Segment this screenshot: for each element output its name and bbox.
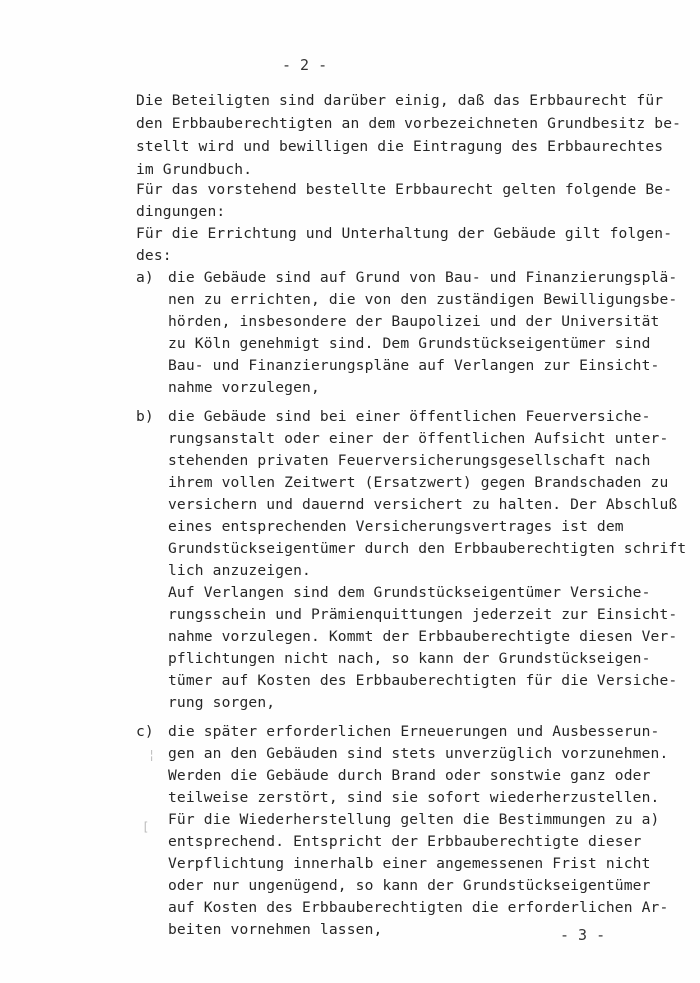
text-line: zu Köln genehmigt sind. Dem Grundstückseigentümer sind bbox=[168, 335, 651, 352]
list-marker: b) bbox=[136, 408, 154, 425]
text-line: rungsanstalt oder einer der öffentlichen Aufsicht unter- bbox=[168, 430, 669, 447]
text-line: Für die Errichtung und Unterhaltung der Gebäude gilt folgen- bbox=[136, 225, 673, 242]
list-marker: c) bbox=[136, 723, 154, 740]
text-line: die später erforderlichen Erneuerungen und Ausbesserun- bbox=[168, 723, 660, 740]
text-line: oder nur ungenügend, so kann der Grundstückseigentümer bbox=[168, 877, 651, 894]
text-line: die Gebäude sind bei einer öffentlichen Feuerversiche- bbox=[168, 408, 651, 425]
text-line: versichern und dauernd versichert zu halten. Der Abschluß bbox=[168, 496, 678, 513]
text-line: hörden, insbesondere der Baupolizei und der Universität bbox=[168, 313, 660, 330]
text-line: eines entsprechenden Versicherungsvertrages ist dem bbox=[168, 518, 624, 535]
text-line: Die Beteiligten sind darüber einig, daß das Erbbaurecht für bbox=[136, 92, 664, 109]
list-marker: a) bbox=[136, 269, 154, 286]
text-line: im Grundbuch. bbox=[136, 161, 253, 178]
text-line: dingungen: bbox=[136, 203, 226, 220]
text-line: nen zu errichten, die von den zuständigen Bewilligungsbe- bbox=[168, 291, 678, 308]
text-line: nahme vorzulegen, bbox=[168, 379, 320, 396]
text-line: Für das vorstehend bestellte Erbbaurecht gelten folgende Be- bbox=[136, 181, 673, 198]
text-line: nahme vorzulegen. Kommt der Erbbauberechtigte diesen Ver- bbox=[168, 628, 678, 645]
page-number: - 2 - bbox=[282, 56, 328, 74]
text-line: rung sorgen, bbox=[168, 694, 276, 711]
text-line: tümer auf Kosten des Erbbauberechtigten für die Versiche- bbox=[168, 672, 678, 689]
text-line: stehenden privaten Feuerversicherungsgesellschaft nach bbox=[168, 452, 651, 469]
text-line: rungsschein und Prämienquittungen jederzeit zur Einsicht- bbox=[168, 606, 678, 623]
text-line: ihrem vollen Zeitwert (Ersatzwert) gegen Brandschaden zu bbox=[168, 474, 669, 491]
text-line: auf Kosten des Erbbauberechtigten die erforderlichen Ar- bbox=[168, 899, 669, 916]
text-line: Verpflichtung innerhalb einer angemessenen Frist nicht bbox=[168, 855, 651, 872]
text-line: des: bbox=[136, 247, 172, 264]
scan-mark: [ bbox=[142, 820, 150, 834]
text-line: stellt wird und bewilligen die Eintragung des Erbbaurechtes bbox=[136, 138, 664, 155]
text-line: lich anzuzeigen. bbox=[168, 562, 311, 579]
text-line: die Gebäude sind auf Grund von Bau- und Finanzierungsplä- bbox=[168, 269, 678, 286]
text-line: gen an den Gebäuden sind stets unverzüglich vorzunehmen. bbox=[168, 745, 669, 762]
text-line: entsprechend. Entspricht der Erbbauberechtigte dieser bbox=[168, 833, 642, 850]
text-line: Auf Verlangen sind dem Grundstückseigentümer Versiche- bbox=[168, 584, 651, 601]
text-line: Für die Wiederherstellung gelten die Bestimmungen zu a) bbox=[168, 811, 660, 828]
next-page-marker: - 3 - bbox=[560, 926, 606, 944]
text-line: den Erbbauberechtigten an dem vorbezeichneten Grundbesitz be- bbox=[136, 115, 682, 132]
scan-mark: ¦ bbox=[148, 748, 156, 762]
text-line: Werden die Gebäude durch Brand oder sonstwie ganz oder bbox=[168, 767, 651, 784]
text-line: Bau- und Finanzierungspläne auf Verlangen zur Einsicht- bbox=[168, 357, 660, 374]
text-line: beiten vornehmen lassen, bbox=[168, 921, 383, 938]
text-line: teilweise zerstört, sind sie sofort wiederherzustellen. bbox=[168, 789, 660, 806]
text-line: pflichtungen nicht nach, so kann der Grundstückseigen- bbox=[168, 650, 651, 667]
text-line: Grundstückseigentümer durch den Erbbauberechtigten schrift bbox=[168, 540, 687, 557]
